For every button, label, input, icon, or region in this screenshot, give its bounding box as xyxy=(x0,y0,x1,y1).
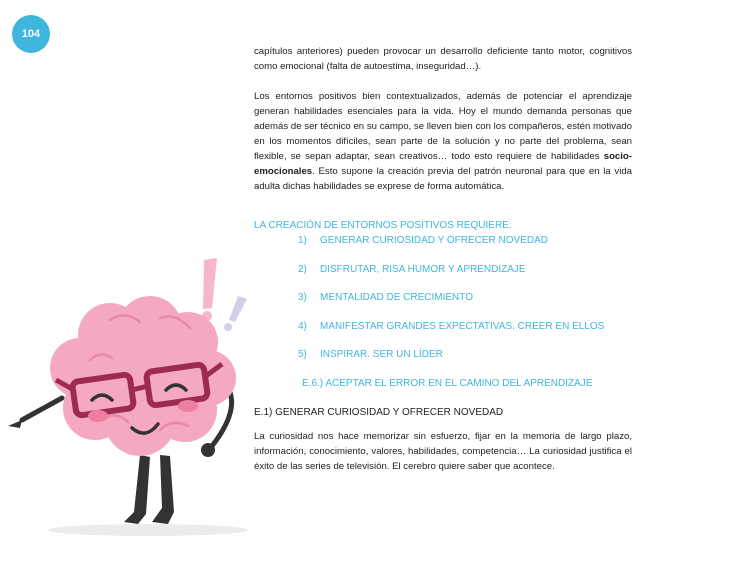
list-item-label: GENERAR CURIOSIDAD Y OFRECER NOVEDAD xyxy=(320,235,549,246)
list-item xyxy=(254,319,632,334)
left-leg xyxy=(124,455,150,524)
left-hand xyxy=(8,420,22,428)
right-hand xyxy=(201,443,215,457)
requirements-list xyxy=(254,233,632,391)
page-number: 104 xyxy=(21,28,41,40)
positive-environments-paragraph xyxy=(254,89,632,194)
bold-term: socio-emocionales xyxy=(254,151,632,177)
list-item-label: MANIFESTAR GRANDES EXPECTATIVAS. CREER EN ELLOS xyxy=(320,320,605,332)
requirements-heading: LA CREACIÓN DE ENTORNOS POSITIVOS REQUIERE: xyxy=(254,220,512,231)
right-leg xyxy=(152,455,174,524)
list-item-number: 5) xyxy=(298,349,307,361)
list-item xyxy=(254,290,632,305)
list-item-number: 4) xyxy=(298,320,307,332)
list-item-last xyxy=(254,376,632,391)
exclamation-icon xyxy=(202,258,217,321)
section-body: La curiosidad nos hace memorizar sin esfuerzo, fijar en la memoria de largo plazo, información, conocimiento, valores, habilidades, competencia… La curiosidad justifica el éxito de las series de televisión. El cerebro quiere saber que acontece. xyxy=(254,430,632,472)
page-number-badge xyxy=(12,15,50,53)
list-item xyxy=(254,347,632,362)
list-item-number: 1) xyxy=(298,235,307,246)
ground-shadow xyxy=(48,524,248,536)
list-item-number: 2) xyxy=(298,263,307,275)
paragraph-text-end: . Esto supone la creación previa del patrón neuronal para que en la vida adulta dichas habilidades se exprese de forma automática. xyxy=(254,166,632,192)
left-cheek xyxy=(88,410,108,422)
list-item-number: 3) xyxy=(298,292,307,304)
list-item-label: E.6.) ACEPTAR EL ERROR EN EL CAMINO DEL APRENDIZAJE xyxy=(302,377,593,389)
list-item-label: DISFRUTAR, RISA HUMOR Y APRENDIZAJE xyxy=(320,263,526,275)
text-column xyxy=(254,44,632,474)
list-item-label: INSPIRAR. SER UN LÍDER xyxy=(320,349,443,361)
exclamation-small-icon xyxy=(224,296,247,331)
list-item xyxy=(254,262,632,277)
list-item-label: MENTALIDAD DE CRECIMIENTO xyxy=(320,292,473,304)
list-item xyxy=(254,233,632,248)
left-arm xyxy=(22,398,62,420)
paragraph-text-start: Los entornos positivos bien contextualizados, además de potenciar el aprendizaje generan habilidades esenciales para la vida. Hoy el mundo demanda personas que además de ser técnico en su campo, se lleven bien con los compañeros, estén motivado en los momentos difíciles, sean parte de la solución y no parte del problema, sean flexible, se sepan adaptar, sean creativos… todo esto requiere de habilidades xyxy=(254,91,632,162)
brain-with-glasses-icon xyxy=(0,250,250,550)
intro-paragraph: capítulos anteriores) pueden provocar un desarrollo deficiente tanto motor, cognitivos como emocional (falta de autoestima, inseguridad…). xyxy=(254,46,632,72)
section-title: E.1) GENERAR CURIOSIDAD Y OFRECER NOVEDAD xyxy=(254,406,504,418)
right-cheek xyxy=(178,400,198,412)
